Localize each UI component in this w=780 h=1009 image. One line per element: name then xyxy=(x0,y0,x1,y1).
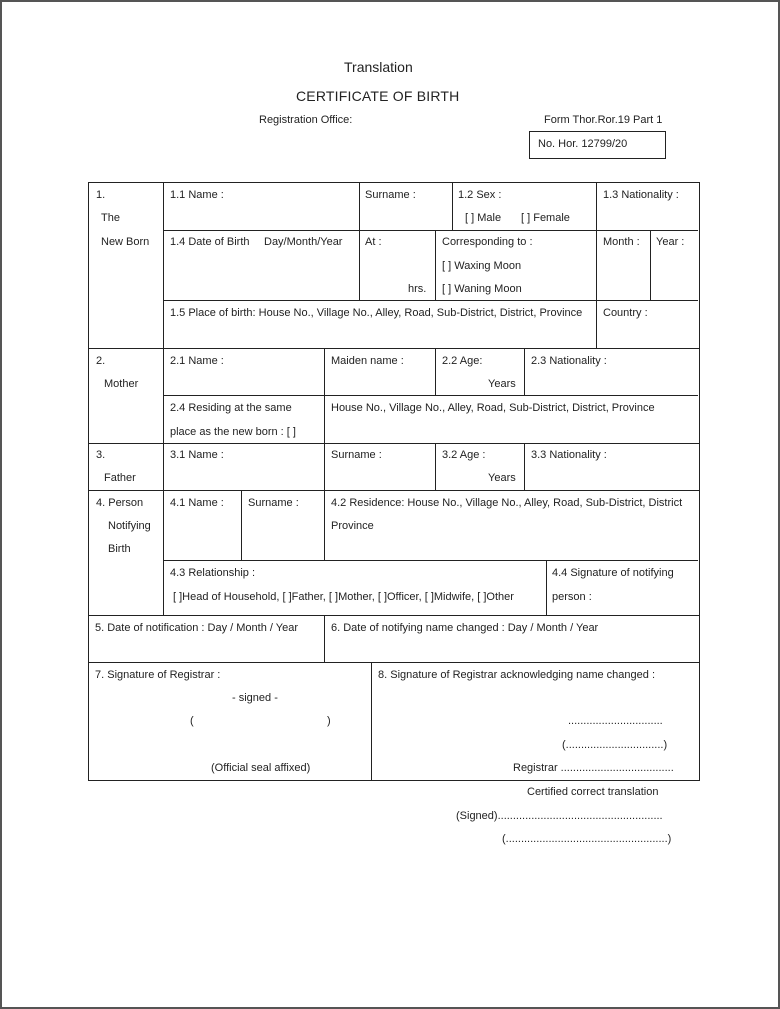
mother-section-number: 2. xyxy=(96,355,106,367)
form-code: Form Thor.Ror.19 Part 1 xyxy=(544,114,663,126)
mother-address-label: House No., Village No., Alley, Road, Sub-District, District, Province xyxy=(331,402,655,414)
name-changed-date-label: 6. Date of notifying name changed : Day / Month / Year xyxy=(331,622,599,634)
father-surname-label: Surname : xyxy=(331,449,382,461)
relationship-options: [ ]Head of Household, [ ]Father, [ ]Mother, [ ]Officer, [ ]Midwife, [ ]Other xyxy=(173,591,514,603)
notifier-surname-label: Surname : xyxy=(248,497,299,509)
official-seal-note: (Official seal affixed) xyxy=(211,762,311,774)
certificate-number: No. Hor. 12799/20 xyxy=(538,138,628,150)
dob-label: 1.4 Date of Birth xyxy=(170,236,250,248)
registrar-name-paren-open: ( xyxy=(190,715,194,727)
notifier-section-label-3: Birth xyxy=(108,543,131,555)
corresponding-label: Corresponding to : xyxy=(442,236,533,248)
registrar-ack-label: 8. Signature of Registrar acknowledging name changed : xyxy=(378,669,656,681)
mother-age-label: 2.2 Age: xyxy=(442,355,483,367)
father-section-number: 3. xyxy=(96,449,106,461)
registrar-ack-title-line: Registrar ..................................... xyxy=(513,762,674,774)
registrar-name-paren-close: ) xyxy=(327,715,331,727)
waning-moon-checkbox: [ ] Waning Moon xyxy=(442,283,522,295)
newborn-section-number: 1. xyxy=(96,189,106,201)
father-nationality-label: 3.3 Nationality : xyxy=(531,449,607,461)
notifier-name-label: 4.1 Name : xyxy=(170,497,224,509)
relationship-label: 4.3 Relationship : xyxy=(170,567,255,579)
registrar-ack-signature-line: ............................... xyxy=(568,715,663,727)
translation-heading: Translation xyxy=(344,59,413,75)
translator-signed-line: (Signed)...................................................... xyxy=(456,810,663,822)
father-name-label: 3.1 Name : xyxy=(170,449,224,461)
notifier-residence-label: 4.2 Residence: House No., Village No., Alley, Road, Sub-District, District xyxy=(331,497,683,509)
father-section-label: Father xyxy=(104,472,136,484)
mother-name-label: 2.1 Name : xyxy=(170,355,224,367)
registrar-signature-label: 7. Signature of Registrar : xyxy=(95,669,221,681)
father-age-years: Years xyxy=(488,472,516,484)
registration-office-label: Registration Office: xyxy=(259,114,353,126)
registrar-ack-name-line: (................................) xyxy=(562,739,668,751)
newborn-section-label: The xyxy=(101,212,120,224)
mother-section-label: Mother xyxy=(104,378,139,390)
signed-text: - signed - xyxy=(232,692,278,704)
document-title: CERTIFICATE OF BIRTH xyxy=(296,88,460,104)
notifier-signature-label-2: person : xyxy=(552,591,592,603)
newborn-section-label-2: New Born xyxy=(101,236,150,248)
newborn-sex-label: 1.2 Sex : xyxy=(458,189,502,201)
year-label: Year : xyxy=(656,236,685,248)
month-label: Month : xyxy=(603,236,640,248)
residing-same-label: 2.4 Residing at the same xyxy=(170,402,292,414)
dob-format: Day/Month/Year xyxy=(264,236,343,248)
country-label: Country : xyxy=(603,307,648,319)
father-age-label: 3.2 Age : xyxy=(442,449,486,461)
certified-translation-label: Certified correct translation xyxy=(527,786,659,798)
sex-female-checkbox: [ ] Female xyxy=(521,212,570,224)
mother-age-years: Years xyxy=(488,378,516,390)
notifier-section-label-2: Notifying xyxy=(108,520,151,532)
notifier-residence-province: Province xyxy=(331,520,374,532)
waxing-moon-checkbox: [ ] Waxing Moon xyxy=(442,260,522,272)
maiden-name-label: Maiden name : xyxy=(331,355,404,367)
place-of-birth-label: 1.5 Place of birth: House No., Village No., Alley, Road, Sub-District, District, Province xyxy=(170,307,583,319)
translator-name-line: (.....................................................) xyxy=(502,833,672,845)
birth-time-label: At : xyxy=(365,236,382,248)
newborn-name-label: 1.1 Name : xyxy=(170,189,224,201)
hrs-label: hrs. xyxy=(408,283,427,295)
residing-same-checkbox: place as the new born : [ ] xyxy=(170,426,296,438)
sex-male-checkbox: [ ] Male xyxy=(465,212,502,224)
notifier-signature-label: 4.4 Signature of notifying xyxy=(552,567,674,579)
main-table xyxy=(88,182,700,781)
notifier-section-label: 4. Person xyxy=(96,497,144,509)
mother-nationality-label: 2.3 Nationality : xyxy=(531,355,607,367)
newborn-nationality-label: 1.3 Nationality : xyxy=(603,189,679,201)
newborn-surname-label: Surname : xyxy=(365,189,416,201)
notification-date-label: 5. Date of notification : Day / Month / Year xyxy=(95,622,299,634)
